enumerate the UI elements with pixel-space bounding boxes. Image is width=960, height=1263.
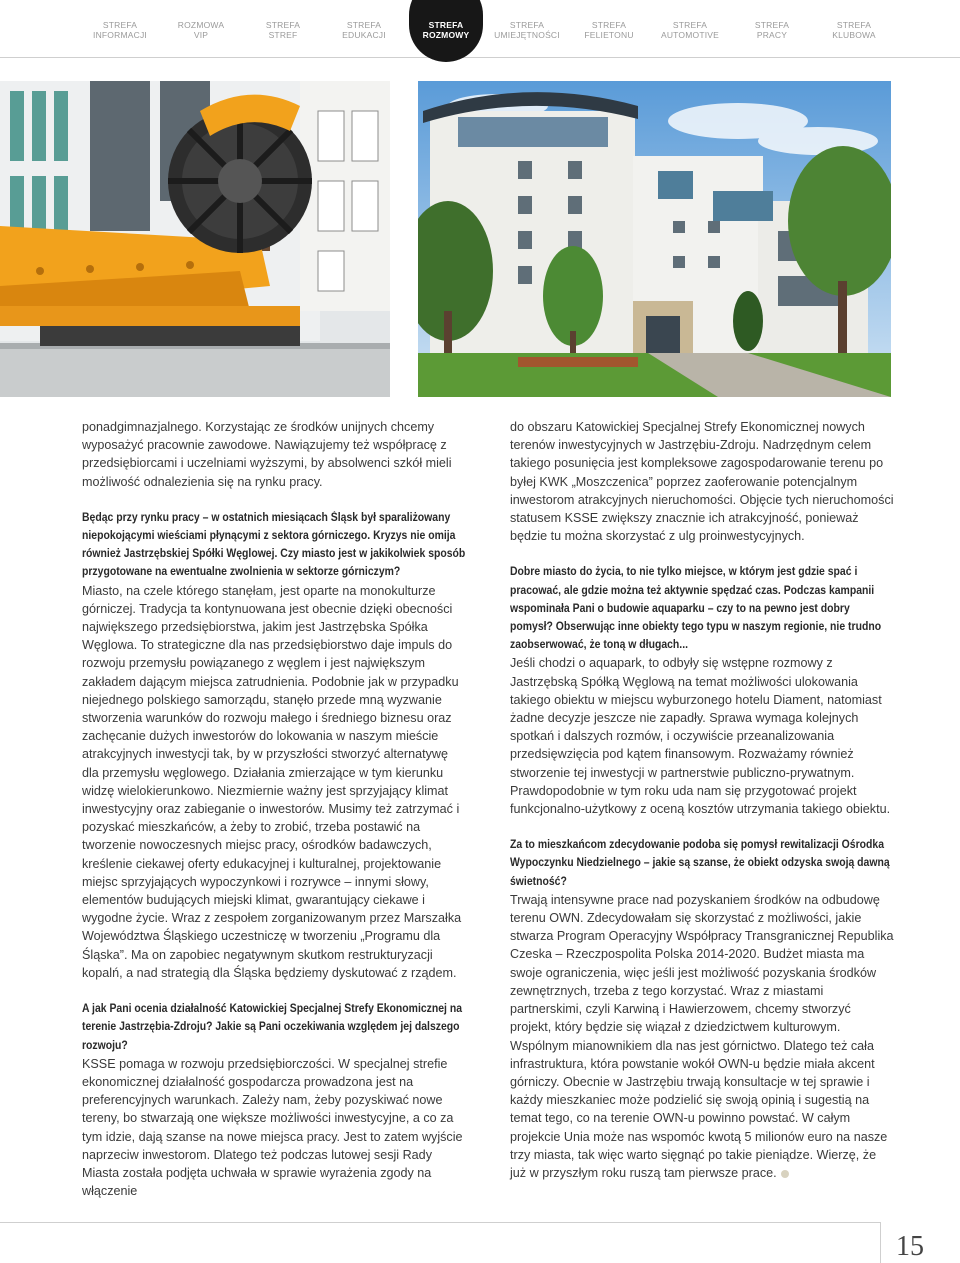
nav-tab-rozmowy-active[interactable]: STREFA ROZMOWY (409, 0, 483, 62)
footer-vertical-divider (880, 1222, 881, 1263)
nav-tab-umiejetnosci[interactable]: STREFA UMIEJĘTNOŚCI (494, 20, 560, 40)
nav-tab-felietonu[interactable]: STREFA FELIETONU (584, 20, 634, 40)
office-building-photo (418, 81, 891, 397)
article-paragraph: Miasto, na czele którego stanęłam, jest oparte na monokulturze górniczej. Tradycja ta kontynuowana jest obecnie dzięki obecności największego przedsiębiorstwa, jakim jest Jastrzębska Spółka Węglowa. To strategiczne dla nas przedsiębiorstwo daje impuls do rozwoju przemysłu powiązanego z węglem i jest największym zakładem dającym miejsca zatrudnienia. Podobnie jak w przypadku niejednego polskiego samorządu, stanęło przede mną wyzwanie stworzenia warunków do rozwoju małego i średniego biznesu oraz zachęcanie dużych inwestorów do lokowania w naszym mieście atrakcyjnych inwestycji tak, by w przyszłości stworzyć alternatywę dla przemysłu węglowego. Działania zmierzające w tym kierunku widzę wielokierunkowo. Niezmiernie ważny jest sprzyjający klimat inwestycyjny oraz zabieganie o inwestorów. Musimy też zatrzymać i pozyskać mieszkańców, a żeby to zrobić, trzeba postawić na tworzenie nowoczesnych miejsc pracy, ośrodków badawczych, kreślenie ciekawej oferty edukacyjnej i kulturalnej, projektowanie miejsc sprzyjających wypoczynkowi i rozrywce – innymi słowy, elementów budujących miejski klimat, gwarantujący ciekawe i wygodne życie. Wraz z zespołem zorganizowanym przez Marszałka Województwa Śląskiego uczestniczę w tworzeniu „Programu dla Śląska”. Ma on zapobiec negatywnym skutkom restrukturyzacji kopalń, a nad strategią dla Śląska będziemy dyskutować z rządem. (82, 583, 462, 980)
nav-tab-stref[interactable]: STREFA STREF (265, 20, 301, 40)
article-column-right (510, 418, 894, 1182)
nav-tab-automotive[interactable]: STREFA AUTOMOTIVE (660, 20, 720, 40)
article-paragraph: Jeśli chodzi o aquapark, to odbyły się wstępne rozmowy z Jastrzębską Spółką Węglową na temat możliwości ulokowania takiego obiektu w miejscu wyburzonego hotelu Diament, natomiast żadne decyzje jeszcze nie zapadły. Sprawa wymaga kolejnych spotkań i dalszych rozmów, i oczywiście przeanalizowania przedsięwzięcia pod kątem finansowym. Rozważamy również stworzenie tej inwestycji w partnerstwie publiczno-prywatnym. Prawdopodobnie w tym roku uda nam się przygotować projekt funkcjonalno-użytkowy z oceną kosztów utrzymania takiego obiektu. (510, 656, 891, 817)
office-building-illustration (418, 81, 891, 397)
nav-tab-informacji[interactable]: STREFA INFORMACJI (93, 20, 147, 40)
nav-tab-rozmowa-vip[interactable]: ROZMOWA VIP (177, 20, 225, 40)
nav-tab-edukacji[interactable]: STREFA EDUKACJI (342, 20, 386, 40)
article-column-left (82, 418, 466, 1200)
article-paragraph: ponadgimnazjalnego. Korzystając ze środków unijnych chcemy wyposażyć pracownie zawodowe. Nawiązujemy też współpracę z przedsiębiorcami i uczelniami wyższymi, by absolwenci szkół mieli możliwość odnalezienia się na rynku pracy. (82, 420, 452, 489)
page-number: 15 (896, 1231, 924, 1262)
article-paragraph: KSSE pomaga w rozwoju przedsiębiorczości. W specjalnej strefie ekonomicznej działalność gospodarcza prowadzona jest na preferencyjnych warunkach. Zależy nam, żeby pozyskiwać nowe tereny, bo stwarzają one większe możliwości inwestycyjne, a co za tym idzie, dają szanse na nowe miejsca pracy. Jest to zatem wyjście naprzeciw inwestorom. Dlatego też podczas lutowej sesji Rady Miasta została podjęta uchwała w sprawie wyrażenia zgody na włączenie (82, 1056, 463, 1199)
interview-question: Będąc przy rynku pracy – w ostatnich miesiącach Śląsk był sparaliżowany niepokojącymi wieściami płynącymi z sektora górniczego. Kryzys nie omija również Jastrzębskiej Spółki Węglowej. Czy miasto jest w jakikolwiek sposób przygotowane na ewentualne zwolnienia w sektorze górniczym? (82, 510, 466, 579)
section-navigation (0, 0, 960, 58)
end-of-article-mark (781, 1170, 789, 1178)
interview-question: Dobre miasto do życia, to nie tylko miejsce, w którym jest gdzie spać i pracować, ale gdzie można też aktywnie spędzać czas. Podczas kampanii wspominała Pani o budowie aquaparku – czy to na pewno jest dobry pomysł? Obserwując inne obiekty tego typu w naszym regionie, nie trudno zaobserwować, że toną w długach... (510, 565, 882, 652)
mining-machine-illustration (0, 81, 390, 397)
interview-question: A jak Pani ocenia działalność Katowickiej Specjalnej Strefy Ekonomicznej na terenie Jastrzębia-Zdroju? Jakie są Pani oczekiwania względem jej dalszego rozwoju? (82, 1002, 463, 1052)
article-paragraph: do obszaru Katowickiej Specjalnej Strefy Ekonomicznej nowych terenów inwestycyjnych w Jastrzębiu-Zdroju. Nadrzędnym celem takiego posunięcia jest kompleksowe zagospodarowanie terenu po byłej KWK „Moszczenica” poprzez zaoferowanie potencjalnym inwestorom atrakcyjnych nieruchomości. Objęcie tych nieruchomości statusem KSSE zwiększy znacznie ich atrakcyjność, ponieważ będzie tu można skorzystać z ulg proinwestycyjnych. (510, 420, 894, 544)
nav-tab-pracy[interactable]: STREFA PRACY (754, 20, 790, 40)
footer-divider (0, 1222, 880, 1223)
nav-tab-klubowa[interactable]: STREFA KLUBOWA (832, 20, 876, 40)
mining-machine-photo (0, 81, 390, 397)
interview-question: Za to mieszkańcom zdecydowanie podoba się pomysł rewitalizacji Ośrodka Wypoczynku Niedzielnego – jakie są szanse, że obiekt odzyska swoją dawną świetność? (510, 838, 890, 888)
article-paragraph-final (510, 891, 894, 1182)
article-paragraph-final-text: Trwają intensywne prace nad pozyskaniem środków na odbudowę terenu OWN. Zdecydowałam się skorzystać z możliwości, jakie stwarza Program Operacyjny Współpracy Transgranicznej Republika Czeska – Rzeczpospolita Polska 2014-2020. Budżet miasta ma swoje ograniczenia, więc jeśli jest możliwość pozyskania środków zewnętrznych, trzeba z tego korzystać. Wraz z miastami partnerskimi, czyli Karwiną i Hawierzowem, chcemy stworzyć projekt, który będzie się wiązał z dziedzictwem kulturowym. Wspólnym mianownikiem dla nas jest górnictwo. Dlatego też cała infrastruktura, która powstanie wokół OWN-u będzie miała akcent górniczy. Obecnie w Jastrzębiu trwają konsultacje w tej sprawie i każdy mieszkaniec może podzielić się swoją opinią i sugestią na temat tego, co na terenie OWN-u powinno powstać. W całym projekcie Unia może nas wspomóc kwotą 5 milionów euro na nasze trzy miasta, tak więc warto sięgnąć po takie pieniądze. Wierzę, że już w przyszłym roku ruszą tam pierwsze prace. (510, 892, 894, 1180)
